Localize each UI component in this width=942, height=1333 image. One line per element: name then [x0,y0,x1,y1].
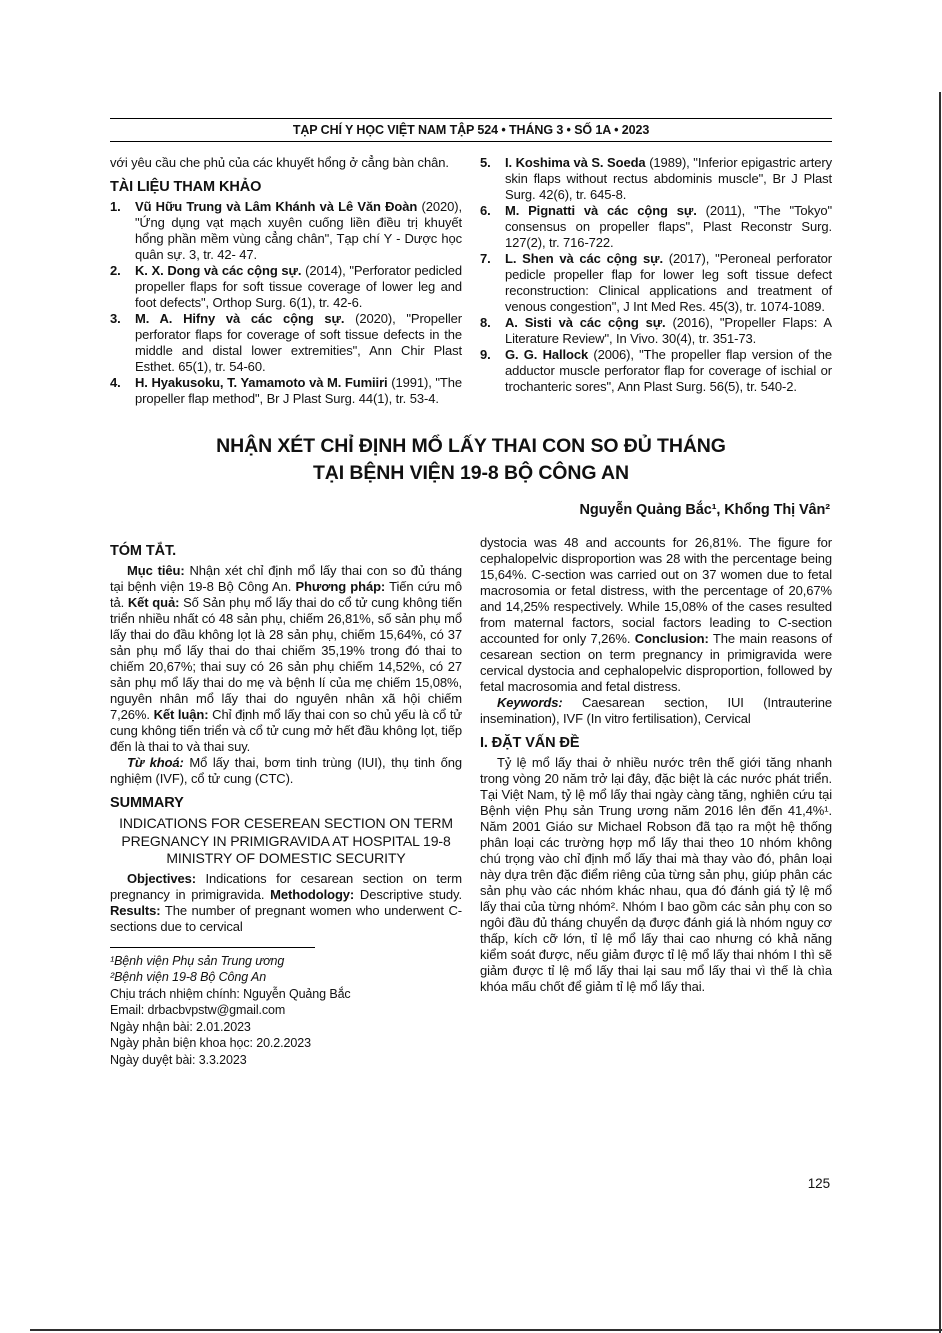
summary-title: INDICATIONS FOR CESEREAN SECTION ON TERM PREGNANCY IN PRIMIGRAVIDA AT HOSPITAL 19-8 MINISTRY OF DOMESTIC SECURITY [119,815,453,866]
footnote-received-date: Ngày nhận bài: 2.01.2023 [110,1019,251,1034]
introduction-paragraph: Tỷ lệ mổ lấy thai ở nhiều nước trên thế giới tăng nhanh trong vòng 20 năm trở lại đây, đặc biệt là các nước phát triển. Tại Việt Nam, tỷ lệ mổ lấy thai ngày càng tăng, nghiên cứu tại Bệnh viện Phụ sản Trung ương năm 2016 lên đến 41,4%¹. Năm 2001 Giáo sư Michael Robson đã tạo ra một hệ thống phân loại các trường hợp mổ lấy thai theo 10 nhóm không chú trọng vào chỉ định mổ lấy thai mà thay vào đó, phân loại này dựa trên đặc điểm riêng của từng sản phụ, giúp phân các sản phụ vào các nhóm khác nhau, qua đó đánh giá tỷ lệ mổ lấy thai của từng nhóm². Nhóm I bao gồm các sản phụ con so ngôi đầu đủ tháng chuyển dạ được đánh giá là nhóm nguy cơ thấp, kích cỡ lớn, tỉ lệ mổ lấy thai cao nhưng có khả năng kiểm soát được, nếu giảm được tỉ lệ mổ lấy thai nhóm I thì sẽ giảm được tỉ lệ mổ lấy thai lại sau mổ lấy thai vì thế là chìa khóa mấu chốt để giảm tỉ lệ mổ lấy thai. [480,755,832,994]
reference-authors: L. Shen và các cộng sự. [505,251,663,266]
reference-authors: A. Sisti và các cộng sự. [505,315,666,330]
reference-number: 9. [480,347,491,362]
summary-text: The number of pregnant women who underwent C-sections due to cervical [110,902,462,934]
reference-text: (2020), "Propeller perforator flaps for coverage of soft tissue defects in the middle and distal lower extremities", Ann Chir Plast Esthet. 65(1), tr. 54-60. [135,311,463,374]
reference-text: (2014), "Perforator pedicled propeller flaps for soft tissue coverage of lower leg and foot defects", Orthop Surg. 6(1), tr. 42-6. [135,263,462,310]
footnote-corresponding-author: Chịu trách nhiệm chính: Nguyễn Quảng Bắc [110,986,351,1001]
references-heading: TÀI LIỆU THAM KHẢO [110,179,262,195]
reference-text: (2016), "Propeller Flaps: A Literature Review", In Vivo. 30(4), tr. 351-73. [505,315,832,346]
reference-number: 3. [110,311,121,326]
summary-label: Methodology: [270,886,355,902]
reference-number: 2. [110,263,121,278]
body-column-right [480,535,832,1068]
summary-label: Conclusion: [634,631,709,646]
reference-text: (1989), "Inferior epigastric artery skin flaps without rectus abdominis muscle", Br J Plast Surg. 42(6), tr. 645-8. [505,155,832,202]
reference-text: (1991), "The propeller flap method", Br J Plast Surg. 44(1), tr. 53-4. [135,375,462,406]
journal-header: TẠP CHÍ Y HỌC VIỆT NAM TẬP 524 • THÁNG 3 • SỐ 1A • 2023 [110,118,832,142]
footnote-affiliation-2: ²Bệnh viện 19-8 Bộ Công An [110,970,267,984]
reference-number: 1. [110,199,121,214]
article1-closing-paragraph: với yêu cầu che phủ của các khuyết hổng ở cẳng bàn chân. [110,155,449,170]
reference-authors: M. Pignatti và các cộng sự. [505,203,697,218]
references-section [110,155,832,407]
abstract-label: Mục tiêu: [127,563,185,578]
summary-text: The main reasons of cesarean section on term pregnancy in primigravida were cervical dystocia and cephalopelvic disproportion, followed by fetal macrosomia and fetal distress. [480,631,832,694]
reference-authors: G. G. Hallock [505,347,589,362]
abstract-text: Tiến cứu mô tả. [110,579,462,610]
reference-text: (2017), "Peroneal perforator pedicle propeller flap for lower leg soft tissue defect reconstruction: Clinical applications and treatment of venous congestion", J Int Med Res. 45(3), tr. 1074-1089. [505,251,833,314]
reference-item [480,155,832,203]
keywords-en-label: Keywords: [497,695,563,710]
keywords-vi-label: Từ khoá: [127,755,184,770]
abstract-heading: TÓM TẮT. [110,543,177,559]
page-number: 125 [807,1176,830,1191]
reference-number: 7. [480,251,491,266]
reference-item [480,203,832,251]
abstract-paragraph [110,563,462,755]
article-title-line2: TẠI BỆNH VIỆN 19-8 BỘ CÔNG AN [312,462,629,484]
keywords-vi-paragraph [110,755,462,787]
summary-label: Objectives: [127,870,196,886]
abstract-text: Chỉ định mổ lấy thai con so chủ yếu là cổ tử cung không tiến triển và cổ tử cung mở hết đầu không lọt, tiếp đến là thai to và thai suy. [110,707,463,754]
reference-item [480,347,832,395]
body-column-left [110,535,462,1068]
reference-number: 4. [110,375,121,390]
scan-edge-bottom [30,1329,942,1331]
footnote-review-date: Ngày phản biện khoa học: 20.2.2023 [110,1036,311,1050]
footnote-affiliation-1: ¹Bệnh viện Phụ sản Trung ương [110,953,285,968]
references-column-left [110,155,462,407]
abstract-label: Kết quả: [127,595,180,610]
reference-number: 5. [480,155,491,170]
summary-heading: SUMMARY [110,795,184,811]
references-column-right [480,155,832,407]
authors-line: Nguyễn Quảng Bắc¹, Khổng Thị Vân² [579,502,830,518]
keywords-en-paragraph [480,695,832,727]
keywords-en-text: Caesarean section, IUI (Intrauterine insemination), IVF (In vitro fertilisation), Cervical [480,695,832,726]
summary-paragraph-left [110,871,462,935]
reference-authors: Vũ Hữu Trung và Lâm Khánh và Lê Văn Đoàn [135,199,418,214]
abstract-text: Nhận xét chỉ định mổ lấy thai con so đủ tháng tại bệnh viện 19-8 Bộ Công An. [110,563,462,594]
reference-authors: K. X. Dong và các cộng sự. [135,263,302,278]
article-title-line1: NHẬN XÉT CHỈ ĐỊNH MỔ LẤY THAI CON SO ĐỦ THÁNG [216,435,726,457]
reference-item [110,263,462,311]
reference-text: (2006), "The propeller flap version of the adductor muscle perforator flap for coverage of ischial or trochanteric sores", Ann Plast Surg. 56(5), tr. 540-2. [505,347,832,394]
reference-number: 8. [480,315,491,330]
footnote-block [110,947,462,1069]
article-body-section [110,535,832,1068]
reference-text: (2011), "The "Tokyo" consensus on propeller flaps", Plast Reconstr Surg. 127(2), tr. 716-722. [505,203,832,250]
reference-item [480,315,832,347]
footnote-accepted-date: Ngày duyệt bài: 3.3.2023 [110,1052,247,1067]
reference-number: 6. [480,203,491,218]
summary-text: Descriptive study. [354,886,462,902]
summary-text: Indications for cesarean section on term pregnancy in primigravida. [110,870,462,902]
reference-item [110,311,462,375]
reference-item [480,251,832,315]
reference-item [110,375,462,407]
introduction-heading: I. ĐẶT VẤN ĐỀ [480,735,580,751]
reference-authors: I. Koshima và S. Soeda [505,155,646,170]
footnote-divider [110,947,315,948]
reference-authors: M. A. Hifny và các cộng sự. [135,311,345,326]
reference-authors: H. Hyakusoku, T. Yamamoto và M. Fumiiri [135,375,388,390]
reference-item [110,199,462,263]
summary-text: dystocia was 48 and accounts for 26,81%. The figure for cephalopelvic disproportion was 28 with the percentage being 15,64%. C-section was carried out on 37 women due to fetal macrosomia or fetal distress, with the percentage of 20,67% and 14,25% respectively. While 15,08% of the cases resulted from maternal factors, social factors leading to C-section accounted for only 7,26%. [480,535,832,646]
summary-paragraph-right [480,535,832,695]
abstract-label: Kết luận: [153,707,209,722]
article-title [110,433,832,487]
keywords-vi-text: Mổ lấy thai, bơm tinh trùng (IUI), thụ tinh ống nghiệm (IVF), cổ tử cung (CTC). [110,755,462,786]
reference-text: (2020), "Ứng dụng vạt mạch xuyên cuống liền điều trị khuyết hổng phần mềm vùng cẳng chân", Tạp chí Y - Dược học quân sự. 3, tr. 42- 47. [135,199,462,262]
abstract-label: Phương pháp: [295,579,386,594]
summary-label: Results: [110,902,161,918]
abstract-text: Số Sản phụ mổ lấy thai do cổ tử cung không tiến triển nhiều nhất có 48 sản phụ, chiếm 26,81%, số sản phụ mổ lấy thai do đầu không lọt là 28 sản phụ, chiếm 15,64%, có 37 sản phụ mổ lấy thai do thai chiếm 35,19% trong đó thai to chiếm 20,67%; thai suy có 26 sản phụ chiếm 14,52%, có 27 sản phụ mổ lấy thai do mẹ và bệnh lí của mẹ chiếm 15,08%, nguyên nhân mổ lấy thai do nguyên nhân xã hội chiếm 7,26%. [110,595,462,722]
scan-edge-right [939,92,941,1333]
footnote-email: Email: drbacbvpstw@gmail.com [110,1003,286,1017]
